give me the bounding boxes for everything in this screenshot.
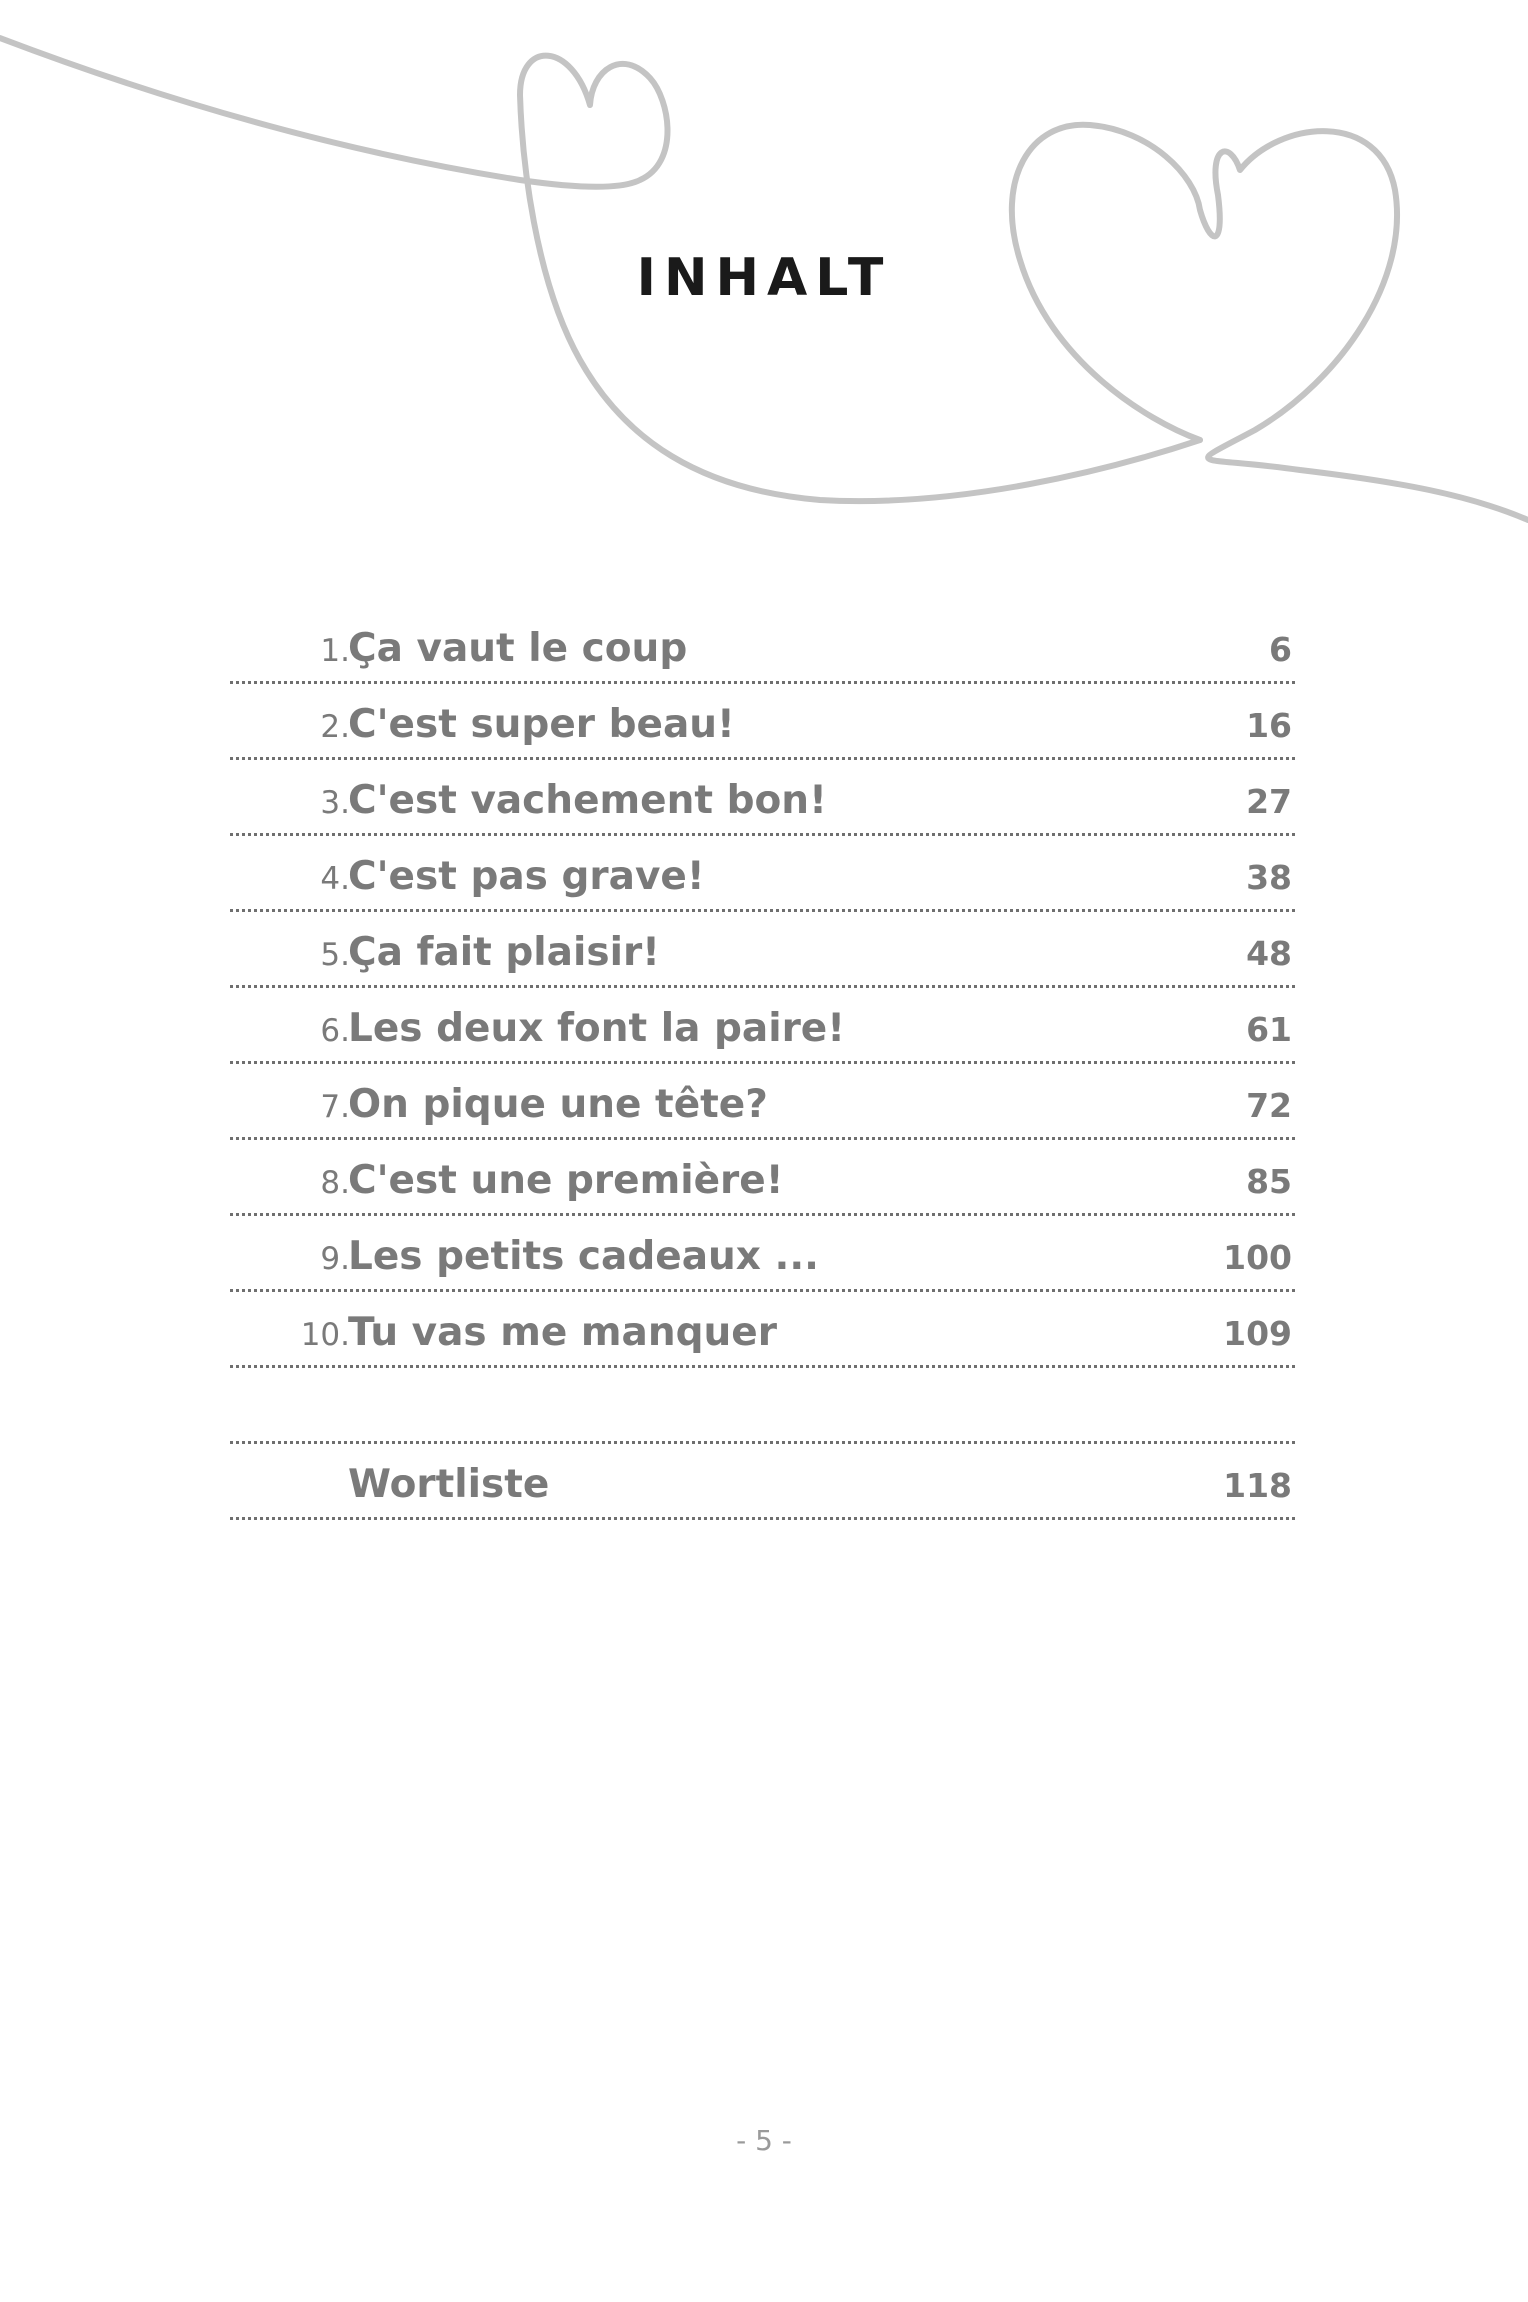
- toc-entry-10: [230, 1292, 1295, 1368]
- toc-entry-3: [230, 760, 1295, 836]
- toc-entry-page: 38: [1246, 858, 1292, 897]
- toc-divider: [230, 1368, 1295, 1444]
- large-heart-loop-line: [1012, 125, 1528, 520]
- toc-entry-title: C'est pas grave!: [348, 854, 705, 899]
- toc-entry-title: Tu vas me manquer: [348, 1310, 777, 1355]
- toc-entry-title: C'est vachement bon!: [348, 778, 827, 823]
- toc-entry-title: On pique une tête?: [348, 1082, 768, 1127]
- toc-entry-number: 2.: [320, 709, 350, 745]
- toc-entry-page: 72: [1246, 1086, 1292, 1125]
- toc-entry-9: [230, 1216, 1295, 1292]
- toc-entry-number: 6.: [320, 1013, 350, 1049]
- toc-entry-title: Ça fait plaisir!: [348, 930, 660, 975]
- page-number: - 5 -: [736, 2124, 792, 2157]
- toc-entry-number: 9.: [320, 1241, 350, 1277]
- toc-entry-title: Ça vaut le coup: [348, 626, 688, 671]
- toc-entry-5: [230, 912, 1295, 988]
- toc-entry-number: 3.: [320, 785, 350, 821]
- toc-entry-8: [230, 1140, 1295, 1216]
- toc-entry-4: [230, 836, 1295, 912]
- page-title: INHALT: [636, 248, 892, 308]
- toc-entry-number: 4.: [320, 861, 350, 897]
- toc-entry-title: Wortliste: [348, 1462, 550, 1507]
- toc-entry-page: 61: [1246, 1010, 1292, 1049]
- toc-entry-2: [230, 684, 1295, 760]
- table-of-contents: [230, 608, 1295, 1520]
- toc-entry-6: [230, 988, 1295, 1064]
- toc-entry-title: C'est super beau!: [348, 702, 735, 747]
- toc-entry-number: 5.: [320, 937, 350, 973]
- toc-entry-1: [230, 608, 1295, 684]
- toc-entry-page: 118: [1223, 1466, 1292, 1505]
- toc-entry-page: 100: [1223, 1238, 1292, 1277]
- toc-entry-page: 85: [1246, 1162, 1292, 1201]
- toc-entry-wordlist: [230, 1444, 1295, 1520]
- toc-entry-title: C'est une première!: [348, 1158, 784, 1203]
- toc-entry-number: 1.: [320, 633, 350, 669]
- toc-entry-number: 10.: [300, 1317, 350, 1353]
- toc-entry-number: 7.: [320, 1089, 350, 1125]
- toc-entry-page: 48: [1246, 934, 1292, 973]
- toc-entry-page: 27: [1246, 782, 1292, 821]
- toc-entry-number: 8.: [320, 1165, 350, 1201]
- toc-entry-title: Les petits cadeaux ...: [348, 1234, 819, 1279]
- toc-entry-page: 6: [1269, 630, 1292, 669]
- toc-entry-title: Les deux font la paire!: [348, 1006, 846, 1051]
- toc-entry-7: [230, 1064, 1295, 1140]
- toc-entry-page: 16: [1246, 706, 1292, 745]
- toc-entry-page: 109: [1223, 1314, 1292, 1353]
